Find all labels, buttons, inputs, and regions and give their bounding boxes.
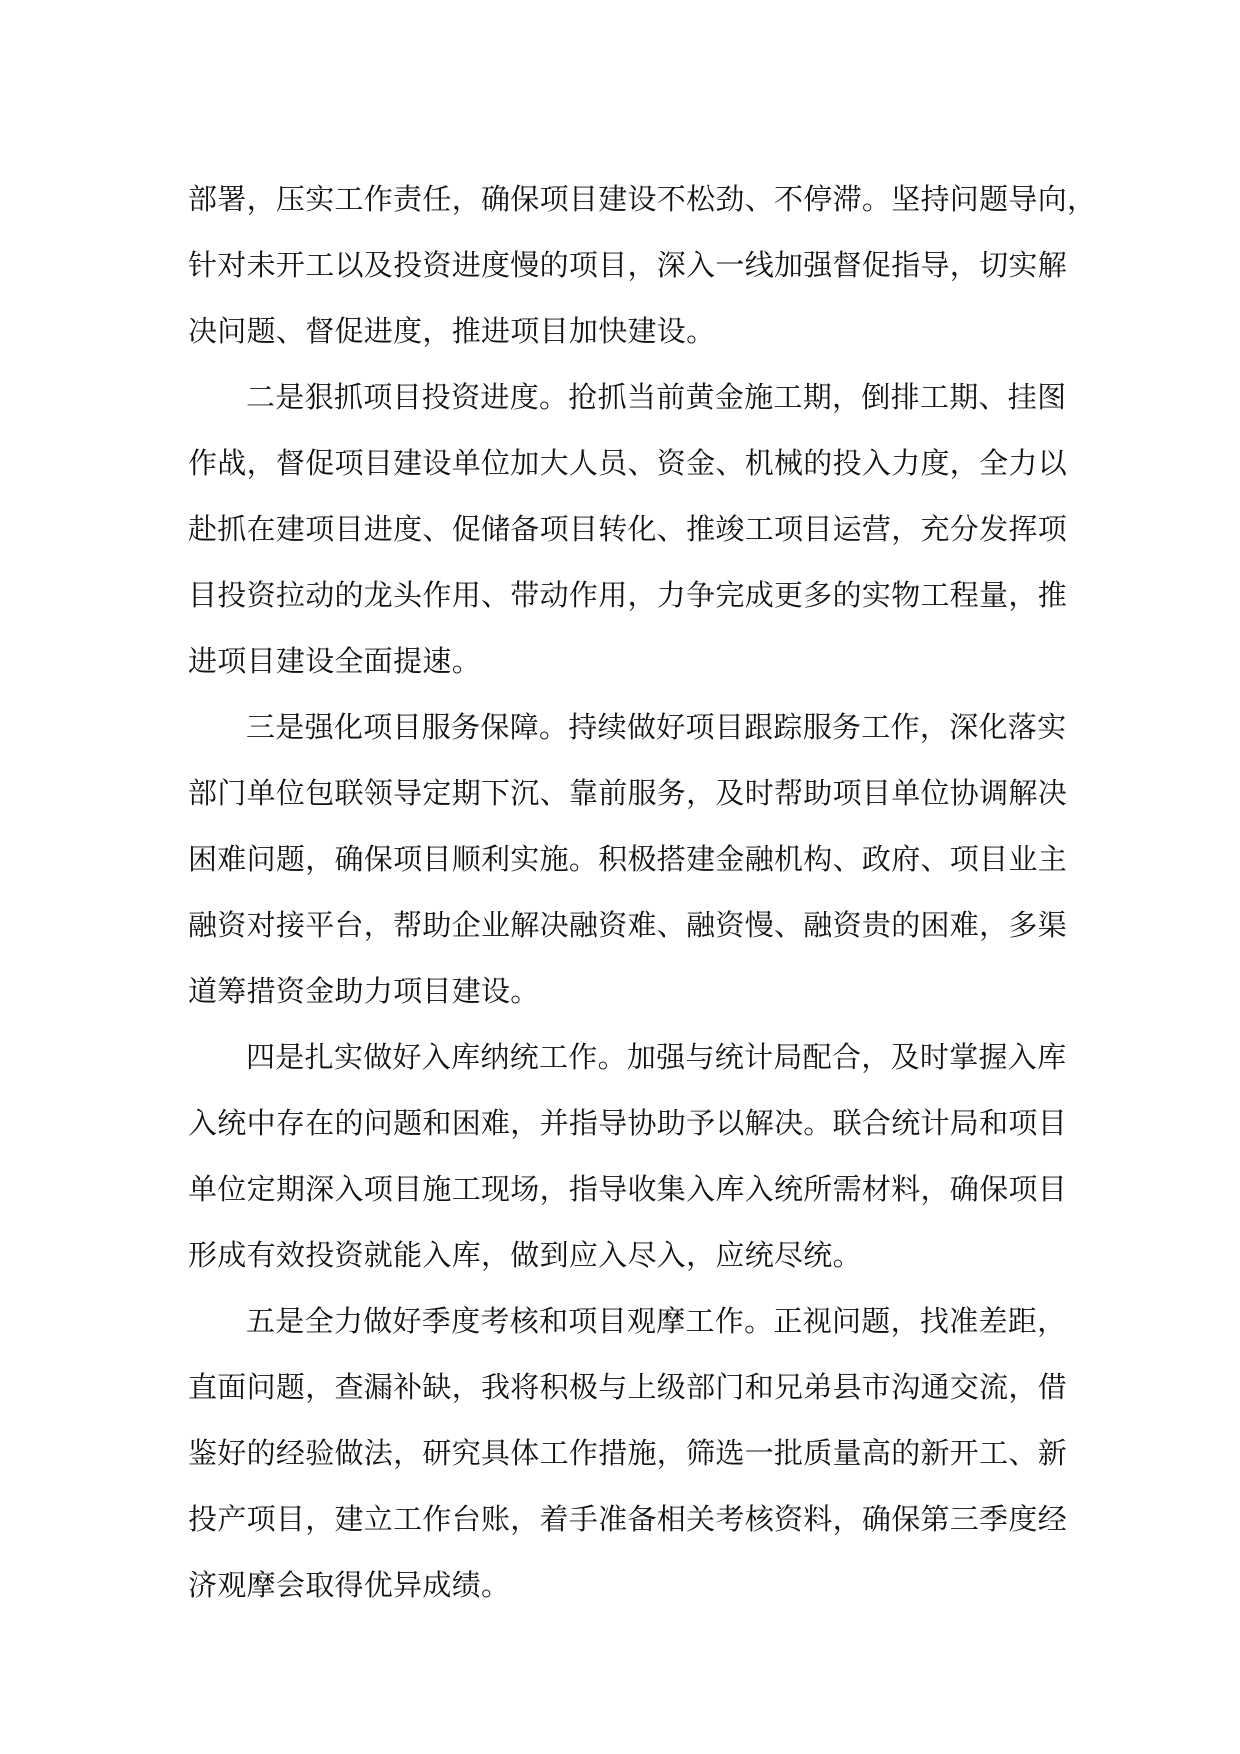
text-line: 三是强化项目服务保障。持续做好项目跟踪服务工作，深化落实 <box>246 710 1067 744</box>
text-line: 形成有效投资就能入库，做到应入尽入，应统尽统。 <box>188 1238 862 1272</box>
text-line: 部署，压实工作责任，确保项目建设不松劲、不停滞。坚持问题导向， <box>188 182 1097 216</box>
text-line: 作战，督促项目建设单位加大人员、资金、机械的投入力度，全力以 <box>188 446 1068 480</box>
text-line: 部门单位包联领导定期下沉、靠前服务，及时帮助项目单位协调解决 <box>188 776 1068 810</box>
text-line: 目投资拉动的龙头作用、带动作用，力争完成更多的实物工程量，推 <box>188 578 1068 612</box>
text-line: 投产项目，建立工作台账，着手准备相关考核资料，确保第三季度经 <box>188 1502 1068 1536</box>
text-line: 困难问题，确保项目顺利实施。积极搭建金融机构、政府、项目业主 <box>188 842 1068 876</box>
document-body <box>188 166 1097 1618</box>
text-line: 入统中存在的问题和困难，并指导协助予以解决。联合统计局和项目 <box>188 1106 1068 1140</box>
paragraph-continued-deployment <box>188 166 1097 364</box>
paragraph-quarterly-assessment <box>188 1288 1068 1618</box>
text-line: 进项目建设全面提速。 <box>188 644 482 678</box>
text-line: 济观摩会取得优异成绩。 <box>188 1568 511 1602</box>
paragraph-service-guarantee <box>188 694 1068 1024</box>
paragraph-investment-progress <box>188 364 1068 694</box>
text-line: 鉴好的经验做法，研究具体工作措施，筛选一批质量高的新开工、新 <box>188 1436 1068 1470</box>
paragraph-statistics-inclusion <box>188 1024 1068 1288</box>
text-line: 融资对接平台，帮助企业解决融资难、融资慢、融资贵的困难，多渠 <box>188 908 1068 942</box>
text-line: 四是扎实做好入库纳统工作。加强与统计局配合，及时掌握入库 <box>246 1040 1067 1074</box>
text-line: 五是全力做好季度考核和项目观摩工作。正视问题，找准差距， <box>246 1304 1067 1338</box>
text-line: 针对未开工以及投资进度慢的项目，深入一线加强督促指导，切实解 <box>188 248 1068 282</box>
text-line: 直面问题，查漏补缺，我将积极与上级部门和兄弟县市沟通交流，借 <box>188 1370 1068 1404</box>
text-line: 道筹措资金助力项目建设。 <box>188 974 540 1008</box>
text-line: 决问题、督促进度，推进项目加快建设。 <box>188 314 716 348</box>
text-line: 赴抓在建项目进度、促储备项目转化、推竣工项目运营，充分发挥项 <box>188 512 1068 546</box>
text-line: 单位定期深入项目施工现场，指导收集入库入统所需材料，确保项目 <box>188 1172 1068 1206</box>
text-line: 二是狠抓项目投资进度。抢抓当前黄金施工期，倒排工期、挂图 <box>246 380 1067 414</box>
